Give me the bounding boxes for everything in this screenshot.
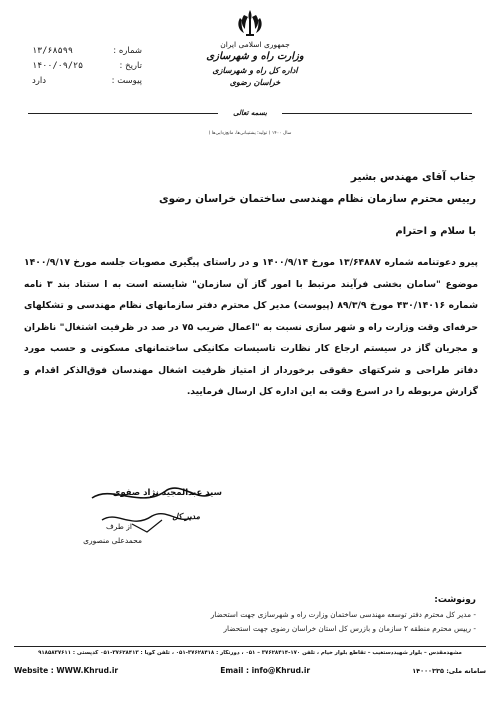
footer-email-link[interactable]: Email : info@Khrud.ir [220, 666, 311, 675]
header-divider-left [28, 113, 218, 114]
footer-contact [14, 666, 486, 675]
letter-date-row [32, 59, 142, 74]
signatory-name: سید عبدالمجید نژاد صفوی [112, 488, 222, 498]
greeting: با سلام و احترام [395, 226, 476, 237]
header-divider-right [282, 113, 472, 114]
letter-attachment-row [32, 74, 142, 89]
iran-emblem-icon [235, 8, 265, 38]
on-behalf-label: از طرف [106, 522, 132, 531]
copy-recipient: - مدیر کل محترم دفتر توسعه مهندسی ساختمان وزارت راه و شهرسازی جهت استحضار [210, 610, 476, 619]
department-title: اداره کل راه و شهرسازی خراسان رضوی [212, 65, 298, 87]
footer-website-link[interactable]: Website : WWW.Khrud.ir [14, 666, 119, 675]
footer-national-code: سامانه ملی: ۱۴۰۰۰۳۳۵ [412, 666, 486, 675]
addressee-block [26, 168, 476, 208]
letter-attachment: دارد [32, 76, 47, 86]
letter-number: ۱۳/۶۸۵۹۹ [32, 46, 73, 56]
letter-date: ۱۴۰۰/۰۹/۲۵ [32, 61, 84, 71]
addressee-name: جناب آقای مهندس بشیر [350, 171, 476, 183]
footer-address: مشهدمقدس – بلوار شهیددستغیب – تقاطع بلوار خیام ، تلفن ۱۷۰-۳۷۶۲۸۴۱۴ – ۰۵۱ ، دورنگار : ۳۷۶۲۸۴۱۸-۰۵۱ ، تلفن گویا : ۳۷۶۲۸۴۱۳-۰۵۱ کدپستی : ۹۱۸۵۸۳۷۶۱۱ [38, 650, 462, 656]
letter-metadata [32, 44, 142, 89]
letter-attachment-label: پیوست : [111, 76, 142, 86]
letter-date-label: تاریخ : [119, 61, 142, 71]
ministry-title: وزارت راه و شهرسازی [206, 51, 304, 62]
copy-recipient: - رییس محترم منطقه ۲ سازمان و بازرس کل استان خراسان رضوی جهت استحضار [223, 624, 476, 633]
signature-block [72, 480, 222, 575]
addressee-title: رییس محترم سازمان نظام مهندسی ساختمان خراسان رضوی [159, 193, 476, 205]
signer-name: محمدعلی منصوری [83, 536, 142, 545]
republic-title: جمهوری اسلامی ایران [220, 40, 290, 49]
body-paragraph: پیرو دعوتنامه شماره ۱۳/۶۴۸۸۷ مورخ ۱۴۰۰/۹/۱۴ و در راستای پیگیری مصوبات جلسه مورخ ۱۴۰۰/۹/۱۷ موضوع "سامان بخشی فرآیند مرتبط با امور گاز آن سازمان" شایسته است به ا ستناد بند ۳ نامه شماره ۴۳۰/۱۴۰۱۶ مورخ ۸۹/۳/۹ (پیوست) مدیر کل محترم دفتر سازمانهای نظام مهندسی و تشکلهای حرفه‌ای وقت وزارت راه و شهر سازی نسبت به "اعمال ضریب ۷۵ در صد در ظرفیت اشتغال" ناظران و مجریان گاز در سیستم ارجاع کار نظارت تاسیسات مکانیکی ساختمانهای مسکونی و حسب مورد دفاتر طراحی و شرکتهای حقوقی برخوردار از امتیاز ظرفیت اشغال مهندسان فوق‌الذکر اقدام و گزارش مربوطه را در اسرع وقت به این اداره کل ارسال فرمایید. [24, 257, 479, 397]
copies-heading: رونوشت: [434, 595, 476, 605]
copies-block [146, 592, 476, 636]
letter-body [24, 252, 478, 403]
letter-number-label: شماره : [113, 46, 142, 56]
letter-number-row [32, 44, 142, 59]
signatory-title: مدیر کل [172, 511, 200, 521]
bismillah: بسمه تعالی [233, 108, 267, 117]
year-slogan: سال ۱۴۰۰ ( تولید؛ پشتیبانی‌ها، مانع‌زدایی‌ها ) [208, 131, 292, 136]
ministry-header [200, 40, 310, 88]
footer-divider [14, 646, 486, 647]
